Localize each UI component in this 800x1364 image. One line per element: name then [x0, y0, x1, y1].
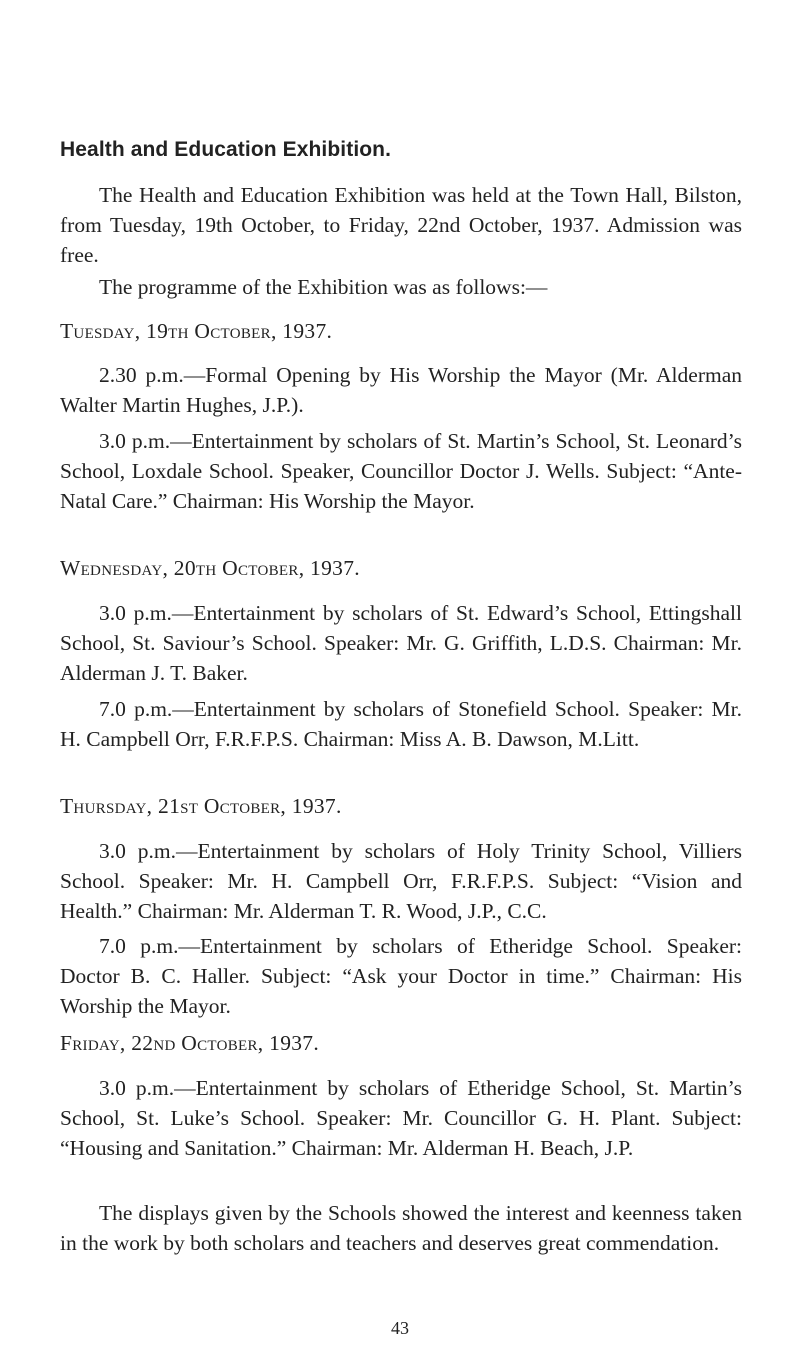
event-thursday-1: 3.0 p.m.—Entertainment by scholars of Holy Trinity School, Villiers School. Speaker: Mr. H. Campbell Orr, F.R.F.P.S. Subject: “Vision and Health.” Chairman: Mr. Alderman T. R. Wood, J.P., C.C.: [60, 839, 742, 923]
programme-intro: The programme of the Exhibition was as follows:—: [99, 275, 548, 299]
page-number: 43: [391, 1318, 409, 1338]
day-heading-wednesday: Wednesday, 20th October, 1937.: [60, 556, 360, 580]
event-thursday-2: 7.0 p.m.—Entertainment by scholars of Etheridge School. Speaker: Doctor B. C. Haller. Subject: “Ask your Doctor in time.” Chairman: His Worship the Mayor.: [60, 934, 742, 1018]
event-tuesday-2: 3.0 p.m.—Entertainment by scholars of St. Martin’s School, St. Leonard’s School, Loxdale School. Speaker, Councillor Doctor J. Wells. Subject: “Ante-Natal Care.” Chairman: His Worship the Mayor.: [60, 429, 742, 513]
intro-paragraph: The Health and Education Exhibition was held at the Town Hall, Bilston, from Tuesday, 19th October, to Friday, 22nd October, 1937. Admission was free.: [60, 183, 742, 267]
event-wednesday-2: 7.0 p.m.—Entertainment by scholars of Stonefield School. Speaker: Mr. H. Campbell Orr, F.R.F.P.S. Chairman: Miss A. B. Dawson, M.Litt.: [60, 697, 742, 751]
closing-paragraph: The displays given by the Schools showed the interest and keenness taken in the work by both scholars and teachers and deserves great commendation.: [60, 1201, 742, 1255]
event-tuesday-1: 2.30 p.m.—Formal Opening by His Worship the Mayor (Mr. Alderman Walter Martin Hughes, J.P.).: [60, 363, 742, 417]
page-title: Health and Education Exhibition.: [60, 138, 392, 161]
day-heading-tuesday: Tuesday, 19th October, 1937.: [60, 319, 333, 343]
event-friday-1: 3.0 p.m.—Entertainment by scholars of Etheridge School, St. Martin’s School, St. Luke’s School. Speaker: Mr. Councillor G. H. Plant. Subject: “Housing and Sanitation.” Chairman: Mr. Alderman H. Beach, J.P.: [60, 1076, 742, 1160]
day-heading-thursday: Thursday, 21st October, 1937.: [60, 794, 342, 818]
event-wednesday-1: 3.0 p.m.—Entertainment by scholars of St. Edward’s School, Ettingshall School, St. Saviour’s School. Speaker: Mr. G. Griffith, L.D.S. Chairman: Mr. Alderman J. T. Baker.: [60, 601, 742, 685]
day-heading-friday: Friday, 22nd October, 1937.: [60, 1031, 320, 1055]
